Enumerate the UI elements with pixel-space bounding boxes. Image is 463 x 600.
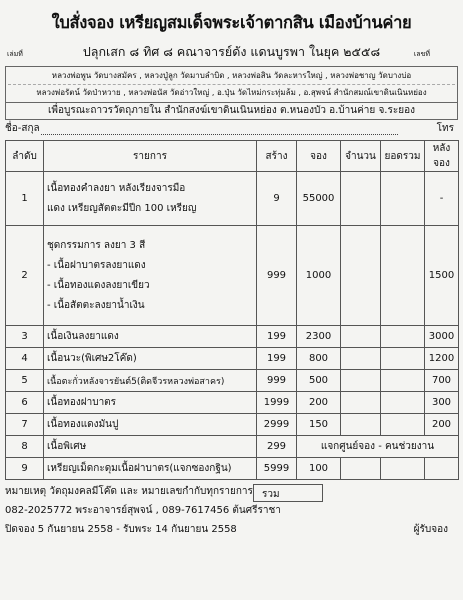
row-after: 700 bbox=[425, 370, 459, 392]
row-total-input[interactable] bbox=[381, 458, 425, 480]
row-total-input[interactable] bbox=[381, 172, 425, 226]
row-no: 3 bbox=[6, 326, 44, 348]
monks-line: หลวงพ่อรัตน์ วัดป่าหวาย , หลวงพ่อนัส วัดอ่าวใหญ่ , อ.ปุ่น วัดไหม่กระทุ่มล้ม , อ.สุพจน์ สำนักสมณ์เขาดินเนินหย่อง bbox=[36, 88, 427, 97]
row-no: 6 bbox=[6, 392, 44, 414]
row-total-input[interactable] bbox=[381, 348, 425, 370]
table-row bbox=[6, 226, 459, 326]
row-no: 7 bbox=[6, 414, 44, 436]
form-title: ใบสั่งจอง เหรียญสมเด็จพระเจ้าตากสิน เมืองบ้านค่าย bbox=[51, 13, 412, 32]
row-reserve: 500 bbox=[297, 370, 341, 392]
row-item: เนื้อทองฝาบาตร bbox=[44, 392, 257, 414]
item-line: - เนื้อสัตตะลงยาน้ำเงิน bbox=[47, 299, 145, 311]
row-merged-note: แจกศูนย์จอง - คนช่วยงาน bbox=[297, 436, 459, 458]
item-line: - เนื้อฝาบาตรลงยาแดง bbox=[47, 259, 146, 271]
row-total-input[interactable] bbox=[381, 326, 425, 348]
col-no: ลำดับ bbox=[6, 141, 44, 172]
row-qty-input[interactable] bbox=[341, 348, 381, 370]
row-total-input[interactable] bbox=[381, 226, 425, 326]
row-item: เนื้อตะกั่วหลังจารยันต์5(ติดจีวรหลวงพ่อสาคร) bbox=[44, 370, 257, 392]
row-item bbox=[44, 172, 257, 226]
item-line: แดง เหรียญสัตตะมีปีก 100 เหรียญ bbox=[47, 202, 197, 214]
subtitle-row bbox=[5, 40, 458, 64]
table-row bbox=[6, 172, 459, 226]
row-no: 2 bbox=[6, 226, 44, 326]
row-reserve: 100 bbox=[297, 458, 341, 480]
row-item: เนื้อเงินลงยาแดง bbox=[44, 326, 257, 348]
row-after: 1200 bbox=[425, 348, 459, 370]
row-item: เหรียญเม็ดกะดุมเนื้อฝาบาตร(แจกซองกฐิน) bbox=[44, 458, 257, 480]
row-made: 2999 bbox=[257, 414, 297, 436]
row-no: 5 bbox=[6, 370, 44, 392]
footer bbox=[5, 482, 458, 539]
row-after: 1500 bbox=[425, 226, 459, 326]
col-item: รายการ bbox=[44, 141, 257, 172]
table-row bbox=[6, 414, 459, 436]
table-row bbox=[6, 370, 459, 392]
row-made: 1999 bbox=[257, 392, 297, 414]
row-reserve: 800 bbox=[297, 348, 341, 370]
table-header-row bbox=[6, 141, 459, 172]
row-item bbox=[44, 226, 257, 326]
row-total-input[interactable] bbox=[381, 414, 425, 436]
row-after: 300 bbox=[425, 392, 459, 414]
row-made: 9 bbox=[257, 172, 297, 226]
row-after bbox=[425, 458, 459, 480]
table-row bbox=[6, 436, 459, 458]
table-row bbox=[6, 348, 459, 370]
name-label: ชื่อ-สกุล bbox=[5, 123, 40, 134]
row-item: เนื้อทองแดงมันปู bbox=[44, 414, 257, 436]
item-line: เนื้อทองคำลงยา หลังเรียงจารมือ bbox=[47, 182, 186, 194]
row-reserve: 55000 bbox=[297, 172, 341, 226]
table-row bbox=[6, 326, 459, 348]
table-row bbox=[6, 392, 459, 414]
grand-total bbox=[253, 484, 323, 504]
items-table bbox=[5, 140, 459, 480]
monks-line: หลวงพ่อพูน วัดบางสมัคร , หลวงปู่ลูก วัดมาบลำบิด , หลวงพ่อสิน วัดละหารใหญ่ , หลวงพ่อชาญ วัดบางบ่อ bbox=[8, 68, 455, 85]
col-reserve: จอง bbox=[297, 141, 341, 172]
footer-note: หมายเหตุ วัตถุมงคลมีโค๊ด และ หมายเลขกำกับทุกรายการ bbox=[5, 486, 253, 497]
table-row bbox=[6, 458, 459, 480]
row-qty-input[interactable] bbox=[341, 414, 381, 436]
row-made: 999 bbox=[257, 226, 297, 326]
row-after: - bbox=[425, 172, 459, 226]
serial-number-label: เลขที่ bbox=[413, 50, 430, 58]
name-field[interactable] bbox=[41, 134, 398, 135]
tel-label: โทร bbox=[436, 123, 454, 134]
row-no: 8 bbox=[6, 436, 44, 458]
row-item: เนื้อพิเศษ bbox=[44, 436, 257, 458]
col-total: ยอดรวม bbox=[381, 141, 425, 172]
row-qty-input[interactable] bbox=[341, 370, 381, 392]
receiver-label: ผู้รับจอง bbox=[413, 524, 448, 535]
customer-line bbox=[5, 120, 458, 140]
row-made: 999 bbox=[257, 370, 297, 392]
row-no: 1 bbox=[6, 172, 44, 226]
row-reserve: 150 bbox=[297, 414, 341, 436]
monks-box bbox=[5, 66, 458, 103]
row-reserve: 1000 bbox=[297, 226, 341, 326]
item-line: ชุดกรรมการ ลงยา 3 สี bbox=[47, 239, 146, 251]
footer-dates: ปิดจอง 5 กันยายน 2558 - รับพระ 14 กันยายน 2558 bbox=[5, 524, 237, 535]
col-made: สร้าง bbox=[257, 141, 297, 172]
row-after: 200 bbox=[425, 414, 459, 436]
row-qty-input[interactable] bbox=[341, 226, 381, 326]
col-after: หลังจอง bbox=[425, 141, 459, 172]
row-qty-input[interactable] bbox=[341, 172, 381, 226]
row-qty-input[interactable] bbox=[341, 458, 381, 480]
row-made: 299 bbox=[257, 436, 297, 458]
item-line: - เนื้อทองแดงลงยาเขียว bbox=[47, 279, 150, 291]
row-after: 3000 bbox=[425, 326, 459, 348]
row-reserve: 2300 bbox=[297, 326, 341, 348]
row-made: 199 bbox=[257, 348, 297, 370]
form-subtitle: ปลุกเสก ๘ ทิศ ๘ คณาจารย์ดัง แดนบูรพา ในยุค ๒๕๕๘ bbox=[82, 44, 381, 59]
row-total-input[interactable] bbox=[381, 370, 425, 392]
col-qty: จำนวน bbox=[341, 141, 381, 172]
row-total-input[interactable] bbox=[381, 392, 425, 414]
row-qty-input[interactable] bbox=[341, 392, 381, 414]
total-box[interactable]: รวม bbox=[253, 484, 323, 502]
purpose-line: เพื่อบูรณะถาวรวัตถุภายใน สำนักสงฆ์เขาดินเนินหย่อง ต.หนองบัว อ.บ้านค่าย จ.ระยอง bbox=[5, 103, 458, 120]
row-made: 199 bbox=[257, 326, 297, 348]
book-number-label: เล่มที่ bbox=[7, 50, 23, 58]
row-reserve: 200 bbox=[297, 392, 341, 414]
row-made: 5999 bbox=[257, 458, 297, 480]
row-item: เนื้อนวะ(พิเศษ2โค๊ด) bbox=[44, 348, 257, 370]
row-qty-input[interactable] bbox=[341, 326, 381, 348]
footer-contact: 082-2025772 พระอาจารย์สุพจน์ , 089-7617456 ต้นศรีราชา bbox=[5, 505, 281, 516]
row-no: 4 bbox=[6, 348, 44, 370]
row-no: 9 bbox=[6, 458, 44, 480]
